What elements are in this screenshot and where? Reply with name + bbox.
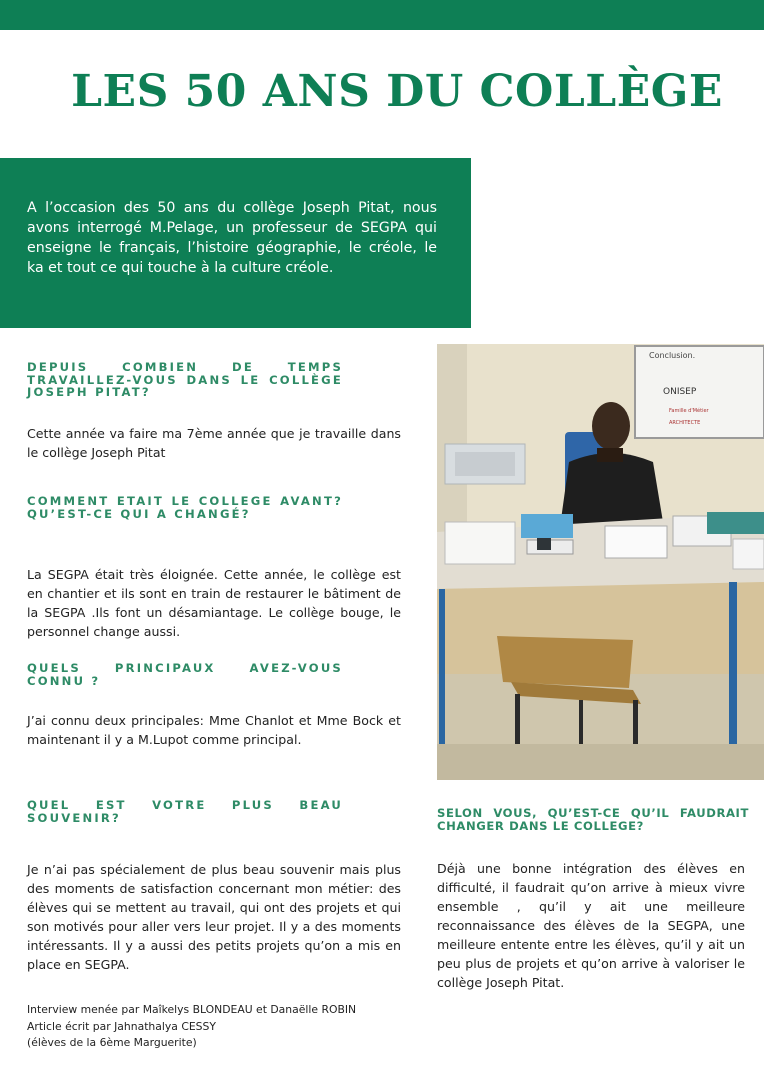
intro-box bbox=[0, 158, 471, 328]
whiteboard-text-2: ONISEP bbox=[663, 387, 697, 397]
whiteboard-text-4: ARCHITECTE bbox=[669, 420, 701, 426]
answer-1: Cette année va faire ma 7ème année que je travaille dans le collège Joseph Pitat bbox=[27, 426, 401, 460]
page-title: LES 50 ANS DU COLLÈGE bbox=[71, 66, 723, 117]
credits-interview: Interview menée par Maîkelys BLONDEAU et Danaëlle ROBIN bbox=[27, 1003, 357, 1016]
question-3: QUELS PRINCIPAUX AVEZ-VOUS CONNU ? bbox=[27, 661, 343, 688]
question-2: COMMENT ETAIT LE COLLEGE AVANT? QU’EST-CE QUI A CHANGÉ? bbox=[27, 494, 343, 521]
intro-text: A l’occasion des 50 ans du collège Joseph Pitat, nous avons interrogé M.Pelage, un professeur de SEGPA qui enseigne le français, l’histoire géographie, le créole, le ka et tout ce qui touche à la culture créole. bbox=[27, 200, 437, 276]
question-5: SELON VOUS, QU’EST-CE QU’IL FAUDRAIT CHANGER DANS LE COLLEGE? bbox=[437, 806, 749, 833]
top-banner bbox=[0, 0, 764, 30]
credits bbox=[27, 1002, 427, 1052]
question-1: DEPUIS COMBIEN DE TEMPS TRAVAILLEZ-VOUS DANS LE COLLÈGE JOSEPH PITAT? bbox=[27, 360, 343, 399]
teacher-photo bbox=[437, 344, 764, 780]
whiteboard-text-1: Conclusion. bbox=[649, 351, 696, 360]
question-4: QUEL EST VOTRE PLUS BEAU SOUVENIR? bbox=[27, 798, 343, 825]
answer-5: Déjà une bonne intégration des élèves en difficulté, il faudrait qu’on arrive à mieux vivre ensemble , qu’il y ait une meilleure reconnaissance des élèves de la SEGPA, une meilleure entente entre les élèves, qu’il y ait un peu plus de projets et qu’on arrive à valoriser le collège Joseph Pitat. bbox=[437, 861, 745, 990]
answer-3: J’ai connu deux principales: Mme Chanlot et Mme Bock et maintenant il y a M.Lupot comme principal. bbox=[27, 713, 401, 747]
credits-class: (élèves de la 6ème Marguerite) bbox=[27, 1036, 197, 1049]
answer-2: La SEGPA était très éloignée. Cette année, le collège est en chantier et ils sont en train de restaurer le bâtiment de la SEGPA .Ils font un désamiantage. Le collège bouge, le personnel change aussi. bbox=[27, 567, 401, 639]
answer-4: Je n’ai pas spécialement de plus beau souvenir mais plus des moments de satisfaction concernant mon métier: des élèves qui se mettent au travail, qui ont des projets et qui son motivés pour aller vers leur projet. Il y a des moments intéressants. Il y a aussi des petits projets qu’on a mis en place en SEGPA. bbox=[27, 862, 401, 972]
credits-article: Article écrit par Jahnathalya CESSY bbox=[27, 1019, 216, 1033]
whiteboard-text-3: Famille d'Métier bbox=[669, 408, 709, 414]
